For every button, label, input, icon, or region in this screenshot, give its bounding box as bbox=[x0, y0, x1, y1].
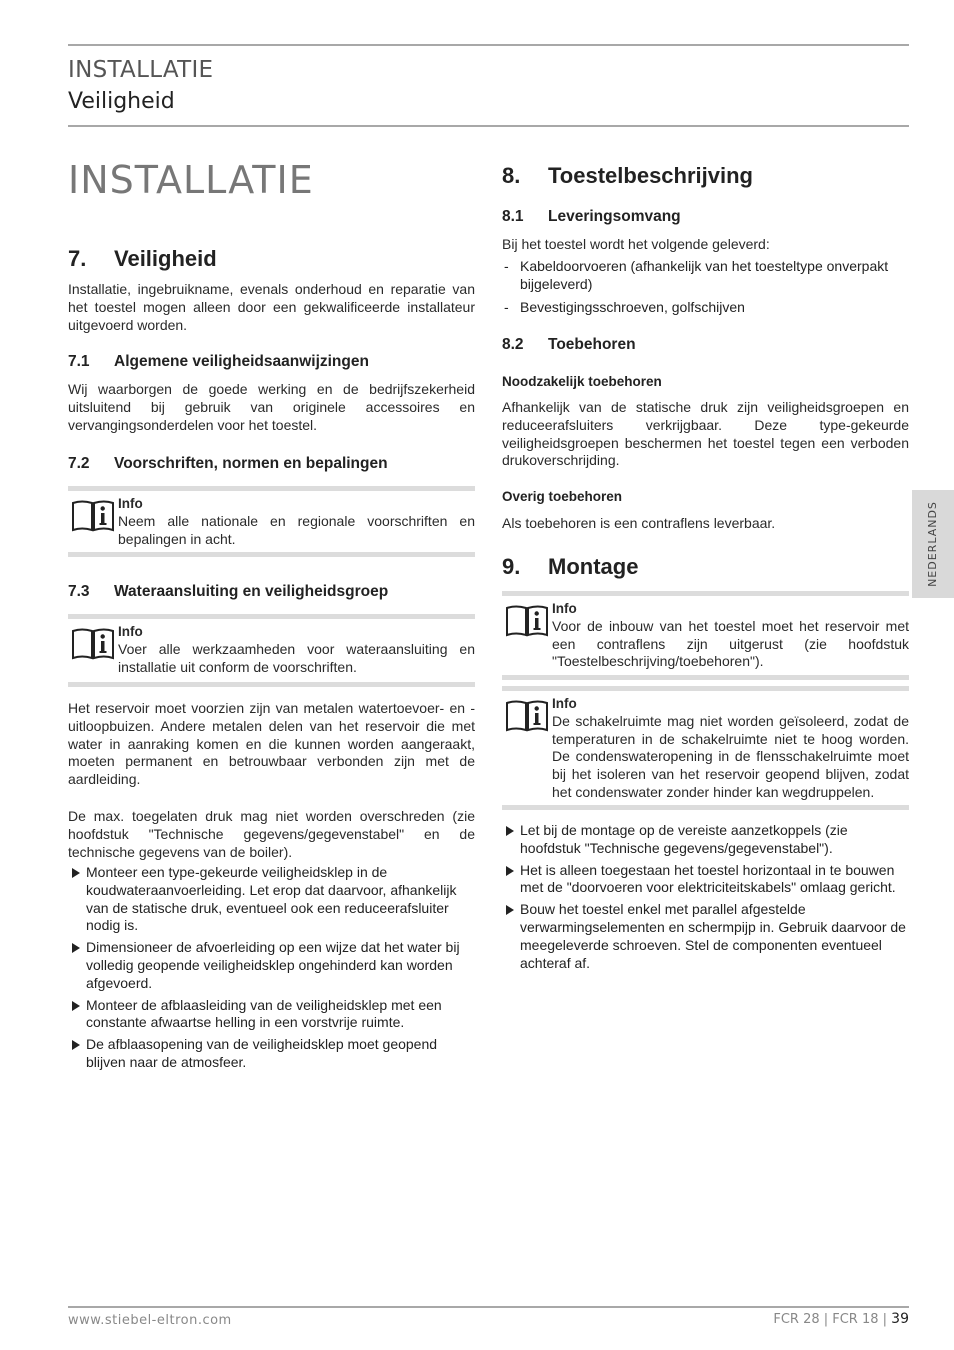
triangle-bullet-icon bbox=[506, 905, 514, 915]
section-7-3-para-1: Het reservoir moet voorzien zijn van metalen watertoevoer- en -uitloopbuizen. Andere metalen delen van het reservoir die met water in aanraking komen en die kunnen worden aangeraakt, moeten permanent en betrouwbaar verbonden zijn met de aardleiding. bbox=[68, 700, 475, 788]
info-box bbox=[68, 486, 475, 557]
header-rule-bottom bbox=[68, 125, 909, 127]
footer-rule bbox=[68, 1306, 909, 1308]
required-accessories-text: Afhankelijk van de statische druk zijn veiligheidsgroepen en reduceerafsluiters verkrijgbaar. Deze type-gekeurde veiligheidsgroepen beschermen het toestel tegen een verboden drukoverschrijding. bbox=[502, 399, 909, 469]
section-7-1-heading bbox=[68, 352, 475, 372]
language-tab-label: NEDERLANDS bbox=[926, 501, 940, 587]
list-item: Het is alleen toegestaan het toestel horizontaal in te bouwen met de "doorvoeren voor elektriciteitskabels" omlaag gericht. bbox=[502, 862, 909, 898]
list-item: Monteer een type-gekeurde veiligheidsklep in de koudwateraanvoerleiding. Let erop dat daarvoor, afhankelijk van de statische druk, eventueel ook een reduceerafsluiter nodig is. bbox=[68, 864, 475, 935]
section-number: 7.1 bbox=[68, 353, 90, 370]
required-accessories-title: Noodzakelijk toebehoren bbox=[502, 374, 662, 389]
section-title: Veiligheid bbox=[114, 246, 217, 271]
info-label: Info bbox=[552, 696, 577, 711]
section-8-1-intro: Bij het toestel wordt het volgende geleverd: bbox=[502, 236, 770, 252]
list-item: - Kabeldoorvoeren (afhankelijk van het toesteltype onverpakt bijgeleverd) bbox=[502, 258, 909, 294]
info-book-icon bbox=[71, 627, 115, 661]
section-7-3-heading bbox=[68, 582, 475, 602]
triangle-bullet-icon bbox=[72, 1040, 80, 1050]
info-label: Info bbox=[118, 624, 143, 639]
info-text: De schakelruimte mag niet worden geïsoleerd, zodat de temperaturen in de schakelruimte niet te hoog worden. De condenswateropening in de flensschakelruimte moet bij het isoleren van het reservoir geopend blijven, zodat het condenswater zonder hinder kan wegdruppelen. bbox=[552, 712, 909, 800]
list-item: Bouw het toestel enkel met parallel afgestelde verwarmingselementen en schermpijp in. Gebruik daarvoor de meegeleverde schroeven. Stel de componenten eventueel achteraf af. bbox=[502, 901, 909, 972]
section-7-2-heading bbox=[68, 454, 475, 474]
triangle-bullet-icon bbox=[72, 1001, 80, 1011]
section-title: Algemene veiligheidsaanwijzingen bbox=[114, 353, 369, 370]
other-accessories-text: Als toebehoren is een contraflens leverbaar. bbox=[502, 515, 776, 531]
list-item: Monteer de afblaasleiding van de veiligheidsklep met een constante afwaartse helling in een vorstvrije ruimte. bbox=[68, 997, 475, 1033]
section-8-heading bbox=[502, 163, 909, 189]
info-book-icon bbox=[505, 604, 549, 638]
section-number: 9. bbox=[502, 554, 521, 579]
section-7-1-text: Wij waarborgen de goede werking en de bedrijfszekerheid uitsluitend bij gebruik van originele accessoires en vervangingsonderdelen voor het toestel. bbox=[68, 381, 475, 433]
section-title: Voorschriften, normen en bepalingen bbox=[114, 455, 388, 472]
section-number: 7.3 bbox=[68, 583, 90, 600]
info-box bbox=[502, 591, 909, 680]
info-book-icon bbox=[71, 499, 115, 533]
page-number: 39 bbox=[891, 1311, 909, 1327]
section-9-heading bbox=[502, 554, 909, 580]
info-text: Voer alle werkzaamheden voor wateraansluiting en installatie uit conform de voorschriften. bbox=[118, 640, 475, 675]
footer-model: FCR 28 | FCR 18 | 39 bbox=[773, 1311, 909, 1327]
section-title: Toestelbeschrijving bbox=[548, 163, 753, 188]
info-label: Info bbox=[552, 601, 577, 616]
section-7-heading bbox=[68, 246, 475, 272]
section-title: Toebehoren bbox=[548, 336, 636, 353]
language-tab bbox=[912, 490, 954, 598]
header-subsection: Veiligheid bbox=[68, 89, 175, 114]
section-7-3-para-2: De max. toegelaten druk mag niet worden overschreden (zie hoofdstuk "Technische gegevens/gegevenstabel" en de technische gegevens van de boiler). bbox=[68, 808, 475, 860]
triangle-bullet-icon bbox=[506, 866, 514, 876]
info-text: Voor de inbouw van het toestel moet het reservoir met een contraflens zijn uitgerust (zie hoofdstuk "Toestelbeschrijving/toebehoren"). bbox=[552, 617, 909, 670]
info-box bbox=[502, 686, 909, 810]
section-number: 7. bbox=[68, 246, 87, 271]
section-7-3-steps bbox=[68, 864, 475, 1076]
footer-url: www.stiebel-eltron.com bbox=[68, 1313, 232, 1328]
section-title: Leveringsomvang bbox=[548, 208, 681, 225]
list-item: - Bevestigingsschroeven, golfschijven bbox=[502, 299, 909, 317]
list-item: Let bij de montage op de vereiste aanzetkoppels (zie hoofdstuk "Technische gegevens/gegevenstabel"). bbox=[502, 822, 909, 858]
other-accessories-title: Overig toebehoren bbox=[502, 489, 623, 504]
triangle-bullet-icon bbox=[72, 943, 80, 953]
section-9-steps bbox=[502, 822, 909, 976]
section-number: 8.2 bbox=[502, 336, 524, 353]
section-title: Montage bbox=[548, 554, 639, 579]
section-title: Wateraansluiting en veiligheidsgroep bbox=[114, 583, 389, 600]
info-text: Neem alle nationale en regionale voorschriften en bepalingen in acht. bbox=[118, 512, 475, 547]
page-title: INSTALLATIE bbox=[68, 158, 314, 202]
section-8-1-heading bbox=[502, 207, 909, 227]
section-7-intro: Installatie, ingebruikname, evenals onderhoud en reparatie van het toestel mogen alleen door een gekwalificeerde installateur uitgevoerd worden. bbox=[68, 281, 475, 333]
header-rule-top bbox=[68, 44, 909, 46]
triangle-bullet-icon bbox=[72, 868, 80, 878]
section-number: 7.2 bbox=[68, 455, 90, 472]
section-number: 8.1 bbox=[502, 208, 524, 225]
info-box bbox=[68, 614, 475, 687]
list-item: De afblaasopening van de veiligheidsklep moet geopend blijven naar de atmosfeer. bbox=[68, 1036, 475, 1072]
section-8-2-heading bbox=[502, 335, 909, 355]
info-label: Info bbox=[118, 496, 143, 511]
header-section: INSTALLATIE bbox=[68, 57, 214, 83]
delivery-list bbox=[502, 258, 909, 321]
section-number: 8. bbox=[502, 163, 521, 188]
list-item: Dimensioneer de afvoerleiding op een wijze dat het water bij volledig geopende veiligheidsklep ongehinderd kan worden afgevoerd. bbox=[68, 939, 475, 992]
triangle-bullet-icon bbox=[506, 826, 514, 836]
info-book-icon bbox=[505, 699, 549, 733]
